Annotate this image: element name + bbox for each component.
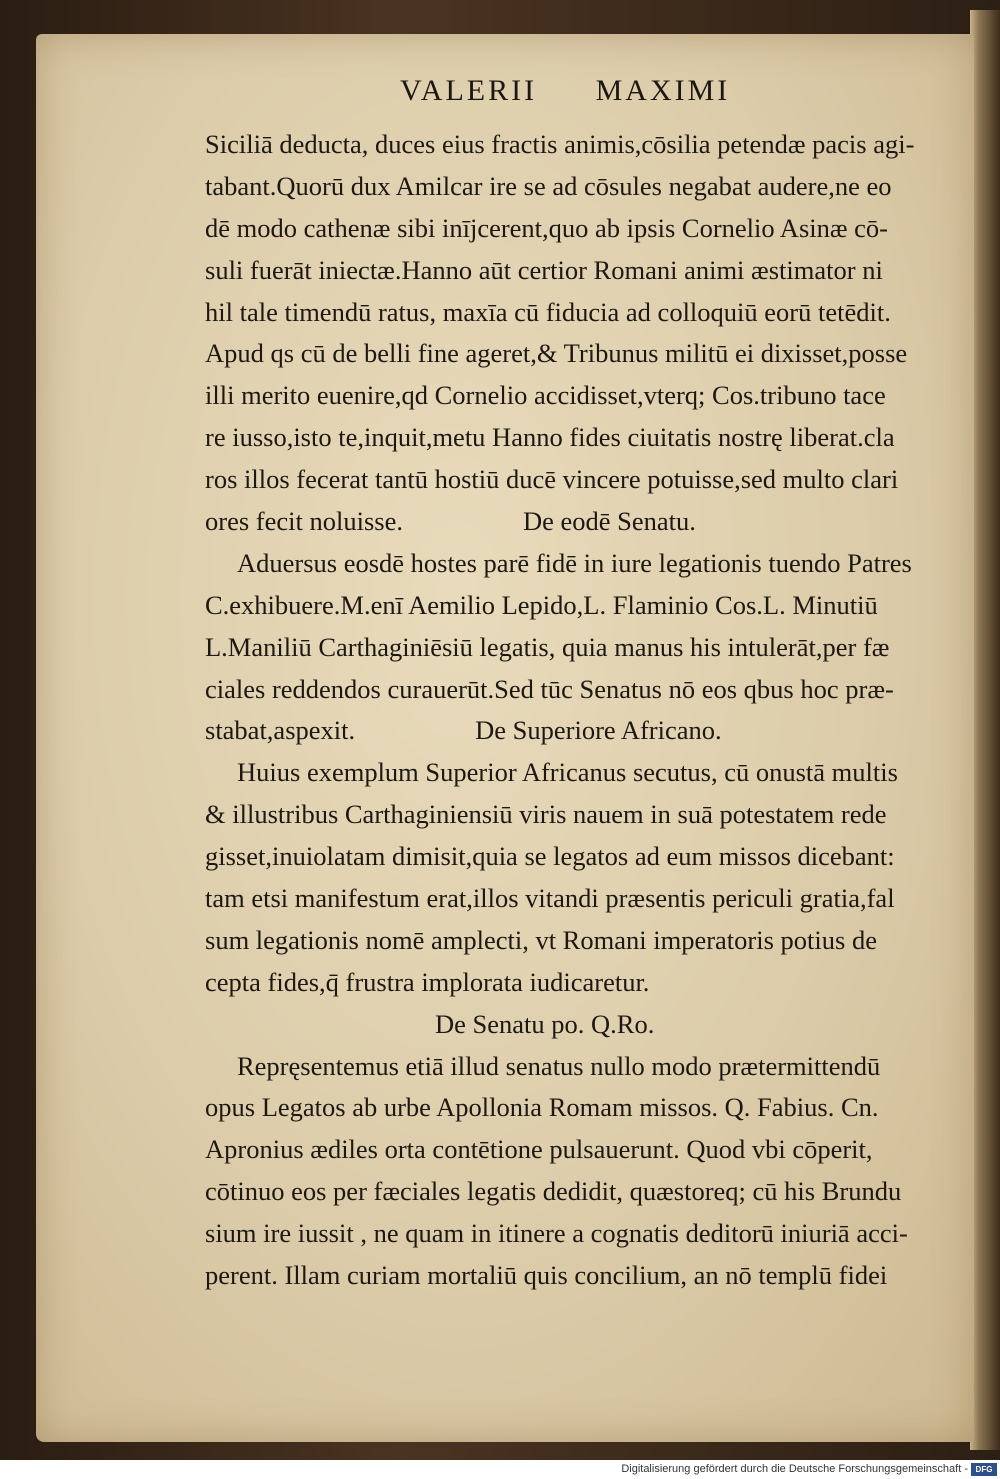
section-heading: De Senatu po. Q.Ro. <box>435 1008 655 1039</box>
text-line: opus Legatos ab urbe Apollonia Romam missos. Q. Fabius. Cn. <box>205 1092 879 1123</box>
text-line: suli fuerāt iniectæ.Hanno aūt certior Romani animi æstimator ni <box>205 254 883 285</box>
paragraph-2 <box>205 543 935 752</box>
text-line: gisset,inuiolatam dimisit,quia se legatos ad eum missos dicebant: <box>205 841 895 872</box>
text-line: re iusso,isto te,inquit,metu Hanno fides ciuitatis nostrę liberat.cla <box>205 422 895 453</box>
text-line: Siciliā deducta, duces eius fractis animis,cōsilia petendæ pacis agi- <box>205 129 915 159</box>
text-line: cōtinuo eos per fæciales legatis dedidit, quæstoreq; cū his Brundu <box>205 1176 902 1207</box>
text-line: sium ire iussit , ne quam in itinere a cognatis deditorū iniuriā acci- <box>205 1218 908 1249</box>
text-line: C.exhibuere.M.enī Aemilio Lepido,L. Flaminio Cos.L. Minutiū <box>205 589 878 620</box>
text-line: hil tale timendū ratus, maxīa cū fiducia ad colloquiū eorū tetēdit. <box>205 296 891 327</box>
text-line: stabat,aspexit. <box>205 715 356 746</box>
text-line: & illustribus Carthaginiensiū viris nauem in suā potestatem rede <box>205 799 887 830</box>
page-edge <box>970 10 1000 1450</box>
text-line: ores fecit noluisse. <box>205 506 403 537</box>
text-line: tabant.Quorū dux Amilcar ire se ad cōsules negabat audere,ne eo <box>205 170 892 201</box>
text-line: sum legationis nomē amplecti, vt Romani imperatoris potius de <box>205 924 877 955</box>
text-line: Aduersus eosdē hostes parē fidē in iure legationis tuendo Patres <box>237 547 912 578</box>
running-head-right: MAXIMI <box>595 74 731 107</box>
running-head-left: VALERII <box>400 74 538 107</box>
text-line: tam etsi manifestum erat,illos vitandi præsentis periculi gratia,fal <box>205 883 895 914</box>
text-line: Apronius ædiles orta contētione pulsauerunt. Quod vbi cōperit, <box>205 1134 873 1165</box>
text-line: ros illos fecerat tantū hostiū ducē vincere potuisse,sed multo clari <box>205 464 899 495</box>
text-line: Apud qs cū de belli fine ageret,& Tribunus militū ei dixisset,posse <box>205 338 908 369</box>
text-line: Huius exemplum Superior Africanus secutus, cū onustā multis <box>237 757 898 788</box>
section-heading: De Superiore Africano. <box>475 715 722 746</box>
paragraph-3 <box>205 752 935 1003</box>
footer-credit <box>0 1460 1000 1479</box>
text-line-with-heading <box>205 501 935 543</box>
paragraph-4 <box>205 1046 935 1297</box>
text-line-with-heading <box>205 710 935 752</box>
running-head <box>400 74 740 114</box>
text-line: Repręsentemus etiā illud senatus nullo modo prætermittendū <box>237 1050 881 1081</box>
page-text <box>205 124 935 1297</box>
text-line: ciales reddendos curauerūt.Sed tūc Senatus nō eos qbus hoc præ- <box>205 673 894 704</box>
section-heading: De eodē Senatu. <box>522 506 696 537</box>
text-line: illi merito euenire,qd Cornelio accidisset,vterq; Cos.tribuno tace <box>205 380 886 411</box>
dfg-logo-icon: DFG <box>971 1463 997 1476</box>
paragraph-1 <box>205 124 935 543</box>
text-line: L.Maniliū Carthaginiēsiū legatis, quia manus his intulerāt,per fæ <box>205 631 890 662</box>
footer-text: Digitalisierung gefördert durch die Deutsche Forschungsgemeinschaft - <box>621 1463 968 1475</box>
text-line: dē modo cathenæ sibi inījcerent,quo ab ipsis Cornelio Asinæ cō- <box>205 212 889 243</box>
text-line: cepta fides,q̄ frustra implorata iudicaretur. <box>205 966 650 997</box>
text-line: perent. Illam curiam mortaliū quis concilium, an nō templū fidei <box>205 1260 888 1291</box>
